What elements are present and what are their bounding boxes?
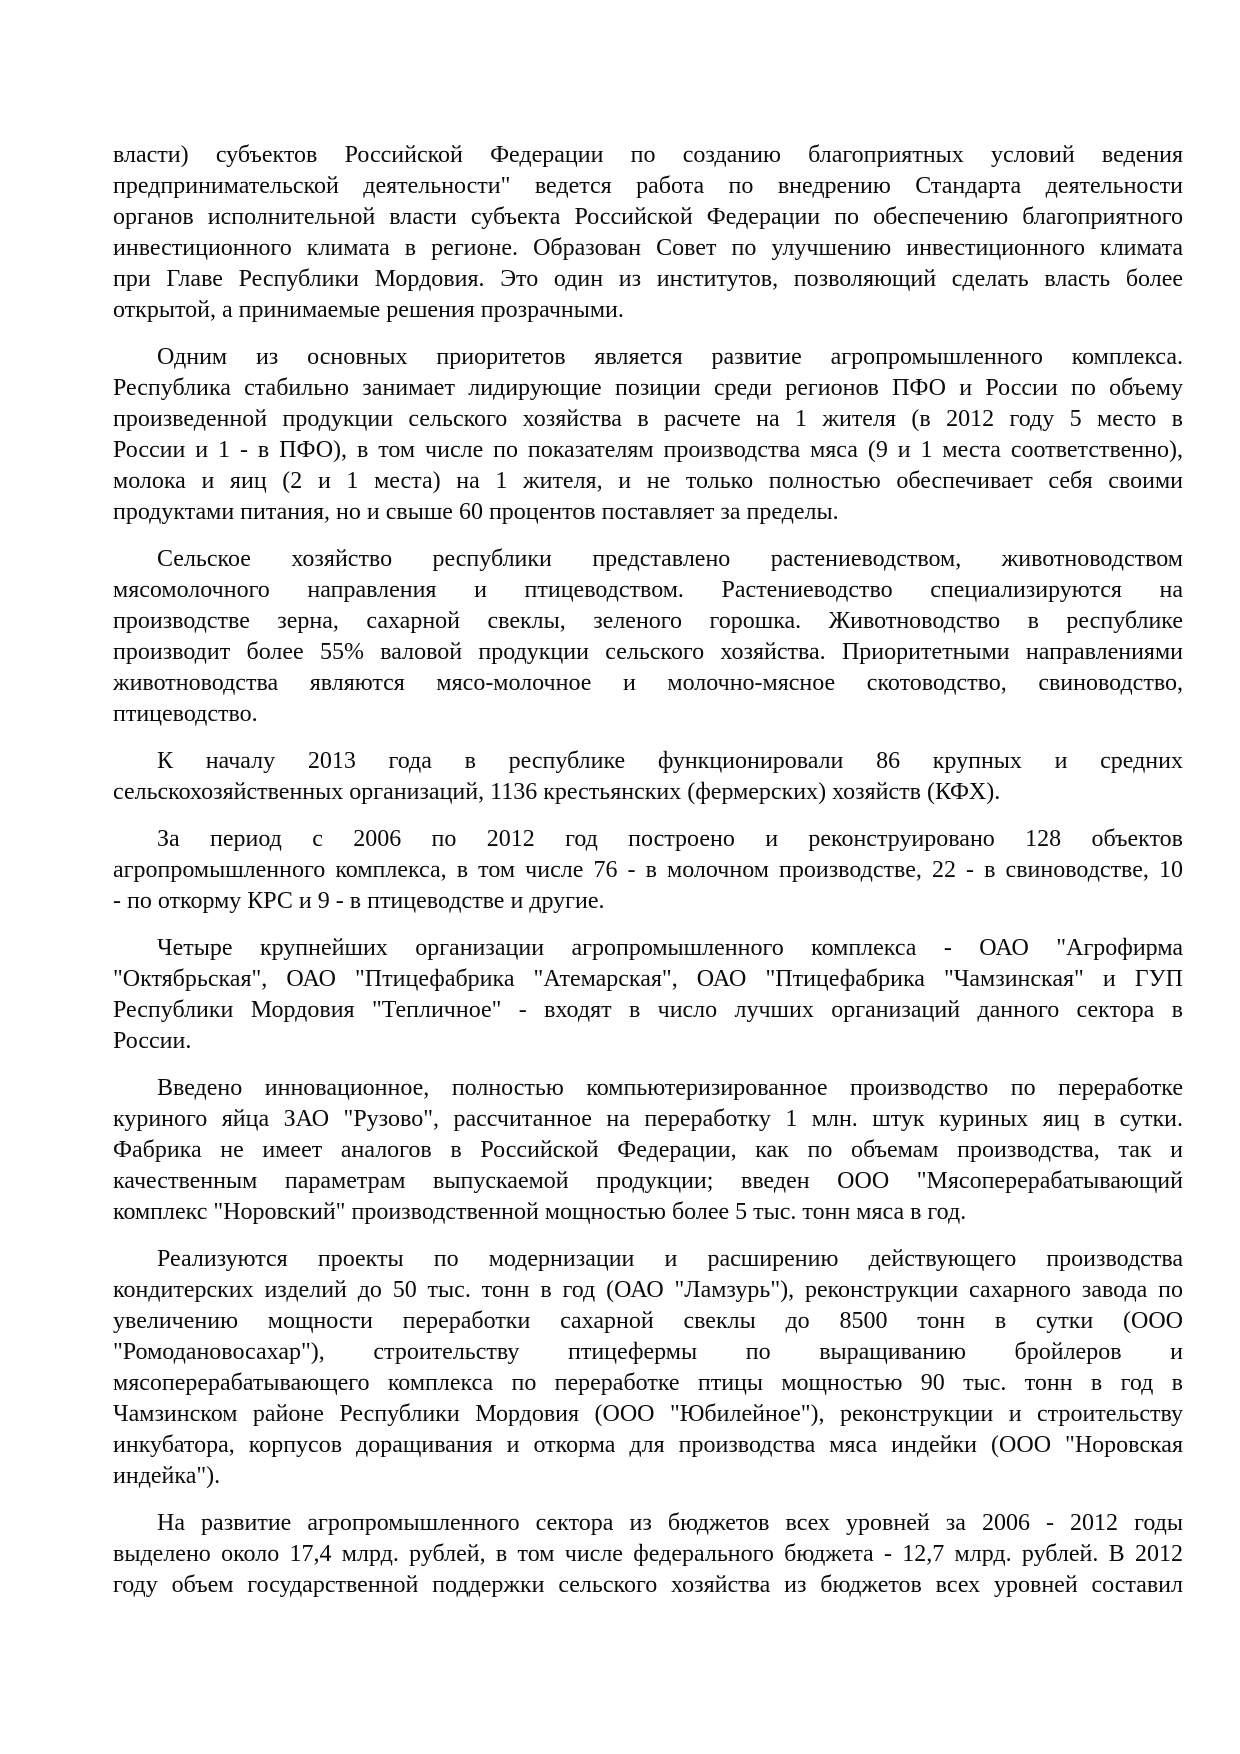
text-line: Реализуются проекты по модернизации и расширению действующего производства bbox=[157, 1246, 1183, 1272]
text-line: качественным параметрам выпускаемой продукции; введен ООО "Мясоперерабатывающий bbox=[113, 1168, 1183, 1194]
paragraph bbox=[113, 140, 1183, 326]
text-line: предпринимательской деятельности" ведется работа по внедрению Стандарта деятельности bbox=[113, 173, 1183, 199]
text-line: Введено инновационное, полностью компьютеризированное производство по переработке bbox=[157, 1075, 1183, 1101]
text-line: Республики Мордовия "Тепличное" - входят в число лучших организаций данного сектора в bbox=[113, 997, 1183, 1023]
text-line: мясомолочного направления и птицеводством. Растениеводство специализируются на bbox=[113, 577, 1183, 603]
text-line: открытой, а принимаемые решения прозрачными. bbox=[113, 297, 624, 323]
text-line: За период с 2006 по 2012 год построено и реконструировано 128 объектов bbox=[157, 826, 1183, 852]
text-line: птицеводство. bbox=[113, 701, 258, 727]
paragraph bbox=[113, 1073, 1183, 1228]
text-line: комплекс "Норовский" производственной мощностью более 5 тыс. тонн мяса в год. bbox=[113, 1199, 967, 1225]
paragraph bbox=[113, 824, 1183, 917]
text-line: Сельское хозяйство республики представлено растениеводством, животноводством bbox=[157, 546, 1183, 572]
text-line: инкубатора, корпусов доращивания и откорма для производства мяса индейки (ООО "Норовская bbox=[113, 1432, 1183, 1458]
text-line: России и 1 - в ПФО), в том числе по показателям производства мяса (9 и 1 места соответственно), bbox=[113, 437, 1183, 463]
text-line: "Октябрьская", ОАО "Птицефабрика "Атемарская", ОАО "Птицефабрика "Чамзинская" и ГУП bbox=[113, 966, 1183, 992]
text-line: агропромышленного комплекса, в том числе 76 - в молочном производстве, 22 - в свиноводстве, 10 bbox=[113, 857, 1183, 883]
text-line: К началу 2013 года в республике функционировали 86 крупных и средних bbox=[157, 748, 1183, 774]
text-line: инвестиционного климата в регионе. Образован Совет по улучшению инвестиционного климата bbox=[113, 235, 1183, 261]
text-line: Республика стабильно занимает лидирующие позиции среди регионов ПФО и России по объему bbox=[113, 375, 1183, 401]
text-line: производстве зерна, сахарной свеклы, зеленого горошка. Животноводство в республике bbox=[113, 608, 1183, 634]
text-line: власти) субъектов Российской Федерации по созданию благоприятных условий ведения bbox=[113, 142, 1183, 168]
text-line: индейка"). bbox=[113, 1463, 221, 1489]
text-line: молока и яиц (2 и 1 места) на 1 жителя, и не только полностью обеспечивает себя своими bbox=[113, 468, 1183, 494]
paragraph bbox=[113, 342, 1183, 528]
paragraph bbox=[113, 544, 1183, 730]
text-line: году объем государственной поддержки сельского хозяйства из бюджетов всех уровней составил bbox=[113, 1572, 1183, 1598]
paragraph bbox=[113, 746, 1183, 808]
text-line: мясоперерабатывающего комплекса по переработке птицы мощностью 90 тыс. тонн в год в bbox=[113, 1370, 1183, 1396]
text-line: Чамзинском районе Республики Мордовия (ООО "Юбилейное"), реконструкции и строительству bbox=[113, 1401, 1183, 1427]
text-line: органов исполнительной власти субъекта Российской Федерации по обеспечению благоприятного bbox=[113, 204, 1183, 230]
text-line: продуктами питания, но и свыше 60 процентов поставляет за пределы. bbox=[113, 499, 839, 525]
text-line: увеличению мощности переработки сахарной свеклы до 8500 тонн в сутки (ООО bbox=[113, 1308, 1183, 1334]
document-body bbox=[113, 140, 1183, 1601]
text-line: "Ромодановосахар"), строительству птицефермы по выращиванию бройлеров и bbox=[113, 1339, 1183, 1365]
text-line: при Главе Республики Мордовия. Это один из институтов, позволяющий сделать власть более bbox=[113, 266, 1183, 292]
paragraph bbox=[113, 933, 1183, 1057]
paragraph bbox=[113, 1244, 1183, 1492]
text-line: России. bbox=[113, 1028, 192, 1054]
text-line: На развитие агропромышленного сектора из бюджетов всех уровней за 2006 - 2012 годы bbox=[157, 1510, 1183, 1536]
text-line: Одним из основных приоритетов является развитие агропромышленного комплекса. bbox=[157, 344, 1183, 370]
text-line: куриного яйца ЗАО "Рузово", рассчитанное на переработку 1 млн. штук куриных яиц в сутки. bbox=[113, 1106, 1183, 1132]
text-line: произведенной продукции сельского хозяйства в расчете на 1 жителя (в 2012 году 5 место в bbox=[113, 406, 1183, 432]
text-line: производит более 55% валовой продукции сельского хозяйства. Приоритетными направлениями bbox=[113, 639, 1183, 665]
paragraph bbox=[113, 1508, 1183, 1601]
text-line: кондитерских изделий до 50 тыс. тонн в год (ОАО "Ламзурь"), реконструкции сахарного завода по bbox=[113, 1277, 1183, 1303]
text-line: сельскохозяйственных организаций, 1136 крестьянских (фермерских) хозяйств (КФХ). bbox=[113, 779, 1001, 805]
text-line: - по откорму КРС и 9 - в птицеводстве и другие. bbox=[113, 888, 605, 914]
text-line: Четыре крупнейших организации агропромышленного комплекса - ОАО "Агрофирма bbox=[157, 935, 1183, 961]
text-line: животноводства являются мясо-молочное и молочно-мясное скотоводство, свиноводство, bbox=[113, 670, 1183, 696]
text-line: выделено около 17,4 млрд. рублей, в том числе федерального бюджета - 12,7 млрд. рублей. В 2012 bbox=[113, 1541, 1183, 1567]
text-line: Фабрика не имеет аналогов в Российской Федерации, как по объемам производства, так и bbox=[113, 1137, 1183, 1163]
